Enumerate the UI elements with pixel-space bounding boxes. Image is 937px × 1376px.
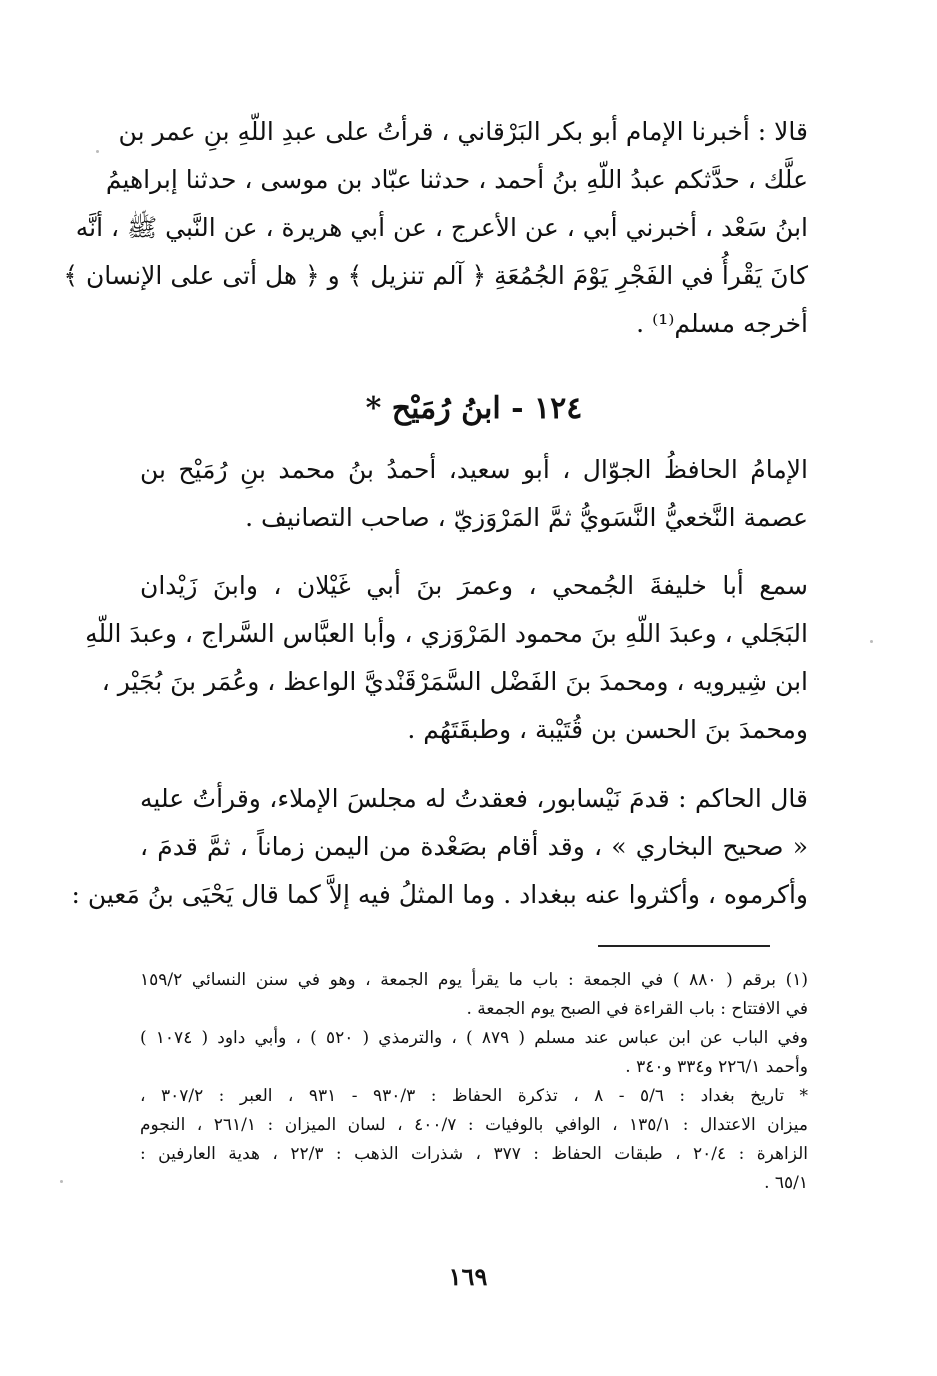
text-line: « صحيح البخاري » ، وقد أقام بصَعْدة من اليمن زماناً ، ثمَّ قدمَ ،	[140, 832, 808, 861]
text-line: ابنُ سَعْد ، أخبرني أبي ، عن الأعرج ، عن أبي هريرة ، عن النَّبي ﷺ ، أنَّه	[75, 213, 808, 242]
page-number: ١٦٩	[448, 1262, 488, 1291]
footnote-line: (١) برقم ( ٨٨٠ ) في الجمعة : باب ما يقرأ يوم الجمعة ، وهو في سنن النسائي ١٥٩/٢	[140, 970, 808, 990]
footnote-line: ميزان الاعتدال : ١٣٥/١ ، الوافي بالوفيات : ٤٠٠/٧ ، لسان الميزان : ٢٦١/١ ، النجوم	[140, 1115, 808, 1135]
text-line: عصمة النَّخعيُّ النَّسَويُّ ثمَّ المَرْوَزيّ ، صاحب التصانيف .	[245, 503, 808, 532]
text-line: قال الحاكم : قدمَ نَيْسابور، فعقدتُ له مجلسَ الإملاء، وقرأتُ عليه	[140, 784, 808, 813]
text-line: قالا : أخبرنا الإمام أبو بكر البَرْقاني ، قرأتُ على عبدِ اللّهِ بنِ عمر بن	[118, 117, 808, 146]
text-line: الإمامُ الحافظُ الجوّال ، أبو سعيد، أحمدُ بنُ محمد بنِ رُمَيْح بن	[140, 455, 808, 484]
text-line: ومحمدَ بنَ الحسن بن قُتَيْبة ، وطبقَتَهُم .	[407, 715, 808, 744]
entry-heading: ١٢٤ - ابنُ رُمَيْح *	[365, 391, 583, 426]
text-line: علَّك ، حدَّثكم عبدُ اللّهِ بنُ أحمد ، حدثنا عبّاد بن موسى ، حدثنا إبراهيمُ	[105, 165, 808, 194]
footnote-line: وفي الباب عن ابن عباس عند مسلم ( ٨٧٩ ) ، والترمذي ( ٥٢٠ ) ، وأبي داود ( ١٠٧٤ )	[140, 1028, 808, 1048]
footnotes	[140, 966, 808, 1198]
scan-speck	[96, 150, 99, 153]
text-line: سمع أبا خليفةَ الجُمحي ، وعمرَ بنَ أبي غَيْلان ، وابنَ زَيْدان	[140, 571, 808, 600]
paragraph-bio	[140, 446, 808, 542]
paragraph-top	[63, 108, 808, 348]
footnote-line: في الافتتاح : باب القراءة في الصبح يوم الجمعة .	[466, 999, 808, 1019]
text-line: أخرجه مسلم⁽¹⁾ .	[636, 309, 808, 338]
footnote-line: وأحمد ٢٢٦/١ و٣٣٤ و٣٤٠ .	[625, 1057, 808, 1077]
text-line: كانَ يَقْرأُ في الفَجْرِ يَوْمَ الجُمُعَةِ ﴿ آلم تنزيل ﴾ و ﴿ هل أتى على الإنسان ﴾	[63, 261, 808, 290]
footnote-separator	[598, 945, 770, 947]
paragraph-teachers	[85, 562, 808, 754]
footnote-line: الزاهرة : ٢٠/٤ ، طبقات الحفاظ : ٣٧٧ ، شذرات الذهب : ٢٢/٣ ، هدية العارفين :	[140, 1144, 808, 1164]
text-line: ابن شِيرويه ، ومحمدَ بنَ الفَضْل السَّمَرْقَنْديَّ الواعظ ، وعُمَر بنَ بُجَيْر ،	[101, 667, 808, 696]
paragraph-hakim	[71, 775, 808, 919]
scan-speck	[60, 1180, 63, 1183]
footnote-line: * تاريخ بغداد : ٥/٦ - ٨ ، تذكرة الحفاظ : ٩٣٠/٣ - ٩٣١ ، العبر : ٣٠٧/٢ ،	[140, 1086, 809, 1106]
footnote-line: ٦٥/١ .	[764, 1173, 808, 1193]
text-line: وأكرموه ، وأكثروا عنه ببغداد . وما المثلُ فيه إلاَّ كما قال يَحْيَى بنُ مَعين :	[71, 880, 808, 909]
text-line: البَجَلي ، وعبدَ اللّهِ بنَ محمود المَرْوَزي ، وأبا العبَّاس السَّراج ، وعبدَ اللّهِ	[85, 619, 808, 648]
scan-speck	[870, 640, 873, 643]
